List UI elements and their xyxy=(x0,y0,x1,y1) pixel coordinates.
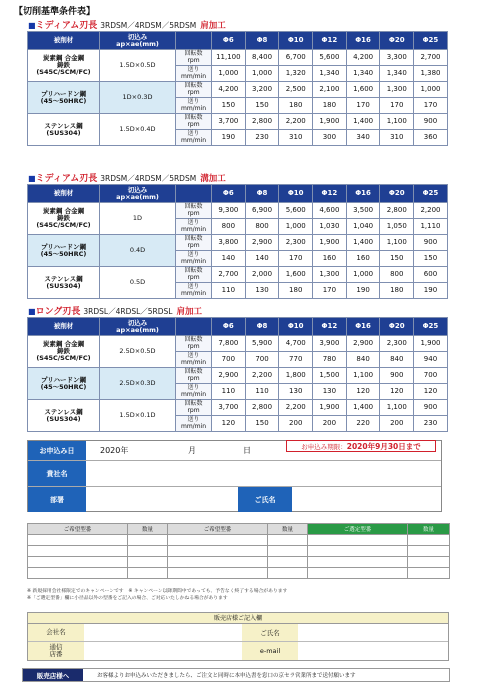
cut-depth-cell: 2.5D×0.5D xyxy=(100,336,176,368)
feed-value: 200 xyxy=(279,416,313,432)
material-cell: プリハードン鋼 (45～50HRC) xyxy=(28,82,100,114)
square-icon: ■ xyxy=(28,307,36,316)
rpm-value: 1,100 xyxy=(346,368,380,384)
rpm-value: 2,200 xyxy=(245,368,279,384)
feed-label: 送り mm/min xyxy=(176,130,212,146)
rpm-label: 回転数 rpm xyxy=(176,235,212,251)
material-header: 被削材 xyxy=(28,318,100,336)
feed-value: 160 xyxy=(346,251,380,267)
feed-value: 800 xyxy=(212,219,246,235)
feed-value: 190 xyxy=(212,130,246,146)
feed-value: 700 xyxy=(245,352,279,368)
rpm-value: 6,700 xyxy=(279,50,313,66)
feed-value: 1,340 xyxy=(380,66,414,82)
deadline-prefix: お申込み期限： xyxy=(301,442,347,451)
feed-label: 送り mm/min xyxy=(176,251,212,267)
feed-value: 180 xyxy=(380,283,414,299)
diameter-header: Φ10 xyxy=(279,185,313,203)
cut-depth-cell: 1D xyxy=(100,203,176,235)
product-cell[interactable] xyxy=(128,557,168,568)
feed-value: 180 xyxy=(279,98,313,114)
feed-value: 1,050 xyxy=(380,219,414,235)
rpm-value: 1,100 xyxy=(380,400,414,416)
material-cell: ステンレス鋼 (SUS304) xyxy=(28,114,100,146)
rpm-value: 2,500 xyxy=(279,82,313,98)
section-heading xyxy=(28,304,202,317)
feed-value: 230 xyxy=(245,130,279,146)
feed-value: 150 xyxy=(414,251,448,267)
rpm-label: 回転数 rpm xyxy=(176,368,212,384)
feed-value: 1,000 xyxy=(279,219,313,235)
rpm-value: 800 xyxy=(380,267,414,283)
feed-value: 1,380 xyxy=(414,66,448,82)
rpm-value: 2,800 xyxy=(245,400,279,416)
product-cell[interactable] xyxy=(308,546,408,557)
feed-value: 130 xyxy=(245,283,279,299)
rpm-value: 4,200 xyxy=(346,50,380,66)
range-name: ミディアム刃長 xyxy=(35,174,98,184)
rpm-value: 600 xyxy=(414,267,448,283)
shop-code-label: 通信 店番 xyxy=(28,642,84,660)
rpm-value: 2,200 xyxy=(279,114,313,130)
shop-email-label: e-mail xyxy=(242,642,298,660)
dept-label: 部署 xyxy=(28,487,86,512)
col-qty-2: 数量 xyxy=(268,524,308,535)
rpm-value: 2,800 xyxy=(380,203,414,219)
product-cell[interactable] xyxy=(408,568,450,579)
blank-header xyxy=(176,318,212,336)
feed-value: 200 xyxy=(380,416,414,432)
product-cell[interactable] xyxy=(268,557,308,568)
rpm-label: 回転数 rpm xyxy=(176,114,212,130)
page-title: 【切削基準条件表】 xyxy=(14,7,96,17)
diameter-header: Φ8 xyxy=(245,185,279,203)
day-text: 日 xyxy=(243,446,251,455)
shop-form xyxy=(27,612,449,661)
feed-value: 840 xyxy=(380,352,414,368)
feed-label: 送り mm/min xyxy=(176,352,212,368)
feed-value: 770 xyxy=(279,352,313,368)
product-cell[interactable] xyxy=(308,535,408,546)
product-cell[interactable] xyxy=(408,546,450,557)
feed-value: 120 xyxy=(380,384,414,400)
feed-value: 110 xyxy=(245,384,279,400)
diameter-header: Φ8 xyxy=(245,32,279,50)
diameter-header: Φ20 xyxy=(380,32,414,50)
square-icon: ■ xyxy=(28,174,36,183)
rpm-value: 2,900 xyxy=(346,336,380,352)
feed-value: 170 xyxy=(346,98,380,114)
feed-value: 170 xyxy=(380,98,414,114)
material-cell: プリハードン鋼 (45～50HRC) xyxy=(28,368,100,400)
deadline-date: 2020年9月30日まで xyxy=(346,441,421,451)
name-label: ご氏名 xyxy=(238,487,292,512)
section-heading xyxy=(28,18,226,31)
company-label: 貴社名 xyxy=(28,461,86,486)
cut-depth-header: 切込み ap×ae(mm) xyxy=(100,185,176,203)
product-cell[interactable] xyxy=(128,568,168,579)
feed-value: 300 xyxy=(313,130,347,146)
model-list: 3RDSL／4RDSL／5RDSL xyxy=(83,307,173,316)
feed-value: 130 xyxy=(313,384,347,400)
rpm-label: 回転数 rpm xyxy=(176,203,212,219)
cut-depth-cell: 1.5D×0.4D xyxy=(100,114,176,146)
rpm-value: 1,900 xyxy=(313,235,347,251)
rpm-value: 1,600 xyxy=(346,82,380,98)
diameter-header: Φ6 xyxy=(212,318,246,336)
cut-depth-header: 切込み ap×ae(mm) xyxy=(100,318,176,336)
feed-value: 140 xyxy=(212,251,246,267)
rpm-value: 3,900 xyxy=(313,336,347,352)
operation-name: 肩加工 xyxy=(200,21,226,31)
rpm-value: 2,900 xyxy=(212,368,246,384)
rpm-value: 1,000 xyxy=(414,82,448,98)
product-cell[interactable] xyxy=(408,557,450,568)
operation-name: 肩加工 xyxy=(176,307,202,317)
material-cell: ステンレス鋼 (SUS304) xyxy=(28,267,100,299)
feed-value: 190 xyxy=(346,283,380,299)
deadline-box xyxy=(286,440,436,452)
rpm-value: 1,300 xyxy=(380,82,414,98)
feed-value: 150 xyxy=(212,98,246,114)
rpm-value: 1,000 xyxy=(346,267,380,283)
feed-value: 1,340 xyxy=(313,66,347,82)
month-text: 月 xyxy=(188,446,196,455)
product-cell[interactable] xyxy=(408,535,450,546)
feed-value: 840 xyxy=(346,352,380,368)
feed-value: 1,040 xyxy=(346,219,380,235)
rpm-value: 2,700 xyxy=(414,50,448,66)
cut-depth-cell: 1.5D×0.1D xyxy=(100,400,176,432)
product-row[interactable] xyxy=(28,546,450,557)
diameter-header: Φ10 xyxy=(279,318,313,336)
col-wish-model-2: ご希望型番 xyxy=(168,524,268,535)
feed-value: 150 xyxy=(245,416,279,432)
diameter-header: Φ16 xyxy=(346,318,380,336)
cutting-table xyxy=(27,31,448,146)
rpm-value: 8,400 xyxy=(245,50,279,66)
feed-value: 200 xyxy=(313,416,347,432)
feed-value: 180 xyxy=(313,98,347,114)
rpm-value: 2,300 xyxy=(279,235,313,251)
feed-value: 150 xyxy=(380,251,414,267)
year-text: 2020年 xyxy=(100,446,129,455)
product-cell[interactable] xyxy=(28,557,128,568)
rpm-value: 2,900 xyxy=(245,235,279,251)
rpm-value: 900 xyxy=(414,235,448,251)
feed-value: 310 xyxy=(380,130,414,146)
diameter-header: Φ25 xyxy=(414,32,448,50)
feed-value: 170 xyxy=(414,98,448,114)
feed-label: 送り mm/min xyxy=(176,219,212,235)
cut-depth-cell: 2.5D×0.3D xyxy=(100,368,176,400)
blank-header xyxy=(176,185,212,203)
rpm-value: 4,700 xyxy=(279,336,313,352)
rpm-value: 3,500 xyxy=(346,203,380,219)
feed-value: 110 xyxy=(212,283,246,299)
rpm-value: 4,200 xyxy=(212,82,246,98)
product-cell[interactable] xyxy=(128,546,168,557)
diameter-header: Φ20 xyxy=(380,318,414,336)
rpm-value: 5,600 xyxy=(313,50,347,66)
feed-value: 190 xyxy=(414,283,448,299)
product-cell[interactable] xyxy=(268,546,308,557)
square-icon: ■ xyxy=(28,21,36,30)
product-cell[interactable] xyxy=(268,568,308,579)
shop-company-row[interactable] xyxy=(28,624,448,642)
rpm-value: 2,800 xyxy=(245,114,279,130)
dept-row[interactable] xyxy=(28,487,441,512)
range-name: ロング刃長 xyxy=(35,307,81,317)
diameter-header: Φ10 xyxy=(279,32,313,50)
feed-value: 1,110 xyxy=(414,219,448,235)
diameter-header: Φ8 xyxy=(245,318,279,336)
col-selected-model: ご選定型番 xyxy=(308,524,408,535)
feed-value: 120 xyxy=(212,416,246,432)
blank-header xyxy=(176,32,212,50)
diameter-header: Φ16 xyxy=(346,32,380,50)
company-row[interactable] xyxy=(28,461,441,487)
rpm-label: 回転数 rpm xyxy=(176,82,212,98)
feed-label: 送り mm/min xyxy=(176,384,212,400)
cut-depth-cell: 0.4D xyxy=(100,235,176,267)
rpm-value: 7,800 xyxy=(212,336,246,352)
rpm-value: 2,300 xyxy=(380,336,414,352)
rpm-label: 回転数 rpm xyxy=(176,336,212,352)
feed-value: 1,030 xyxy=(313,219,347,235)
rpm-value: 3,700 xyxy=(212,114,246,130)
rpm-value: 1,900 xyxy=(313,114,347,130)
feed-value: 120 xyxy=(346,384,380,400)
material-cell: 炭素鋼 合金鋼 鋳鉄 (S45C/SCM/FC) xyxy=(28,203,100,235)
product-cell[interactable] xyxy=(28,568,128,579)
shop-title: 販売店様ご記入欄 xyxy=(28,613,448,624)
feed-value: 1,320 xyxy=(279,66,313,82)
rpm-label: 回転数 rpm xyxy=(176,50,212,66)
feed-value: 160 xyxy=(313,251,347,267)
feed-value: 180 xyxy=(279,283,313,299)
product-row[interactable] xyxy=(28,535,450,546)
rpm-value: 3,300 xyxy=(380,50,414,66)
rpm-value: 3,700 xyxy=(212,400,246,416)
shop-code-row[interactable] xyxy=(28,642,448,660)
feed-value: 700 xyxy=(212,352,246,368)
shop-name-label: ご氏名 xyxy=(242,624,298,641)
rpm-value: 700 xyxy=(414,368,448,384)
feed-value: 800 xyxy=(245,219,279,235)
material-header: 被削材 xyxy=(28,32,100,50)
product-row[interactable] xyxy=(28,557,450,568)
model-list: 3RDSM／4RDSM／5RDSM xyxy=(100,174,197,183)
rpm-value: 11,100 xyxy=(212,50,246,66)
rpm-value: 1,300 xyxy=(313,267,347,283)
diameter-header: Φ12 xyxy=(313,185,347,203)
rpm-value: 3,800 xyxy=(212,235,246,251)
feed-label: 送り mm/min xyxy=(176,283,212,299)
feed-value: 110 xyxy=(212,384,246,400)
material-cell: 炭素鋼 合金鋼 鋳鉄 (S45C/SCM/FC) xyxy=(28,336,100,368)
range-name: ミディアム刃長 xyxy=(35,21,98,31)
feed-value: 130 xyxy=(279,384,313,400)
model-list: 3RDSM／4RDSM／5RDSM xyxy=(100,21,197,30)
diameter-header: Φ6 xyxy=(212,185,246,203)
feed-value: 230 xyxy=(414,416,448,432)
col-qty-3: 数量 xyxy=(408,524,450,535)
rpm-value: 9,300 xyxy=(212,203,246,219)
product-cell[interactable] xyxy=(28,546,128,557)
date-label: お申込み日 xyxy=(28,441,86,460)
rpm-value: 2,000 xyxy=(245,267,279,283)
feed-value: 170 xyxy=(313,283,347,299)
rpm-value: 1,100 xyxy=(380,235,414,251)
feed-value: 170 xyxy=(279,251,313,267)
product-cell[interactable] xyxy=(308,557,408,568)
footer-label: 販売店様へ xyxy=(23,669,83,681)
rpm-value: 2,100 xyxy=(313,82,347,98)
rpm-value: 5,900 xyxy=(245,336,279,352)
cut-depth-cell: 1D×0.3D xyxy=(100,82,176,114)
material-cell: プリハードン鋼 (45～50HRC) xyxy=(28,235,100,267)
rpm-value: 900 xyxy=(414,400,448,416)
product-cell[interactable] xyxy=(168,535,268,546)
feed-value: 360 xyxy=(414,130,448,146)
material-cell: ステンレス鋼 (SUS304) xyxy=(28,400,100,432)
rpm-value: 1,600 xyxy=(279,267,313,283)
product-cell[interactable] xyxy=(168,557,268,568)
rpm-label: 回転数 rpm xyxy=(176,267,212,283)
rpm-value: 1,400 xyxy=(346,400,380,416)
feed-value: 780 xyxy=(313,352,347,368)
col-qty-1: 数量 xyxy=(128,524,168,535)
shop-company-label: 会社名 xyxy=(28,624,84,641)
section-heading xyxy=(28,171,226,184)
feed-value: 1,000 xyxy=(245,66,279,82)
diameter-header: Φ12 xyxy=(313,318,347,336)
rpm-value: 1,500 xyxy=(313,368,347,384)
feed-value: 340 xyxy=(346,130,380,146)
cutting-table xyxy=(27,317,448,432)
operation-name: 溝加工 xyxy=(200,174,226,184)
footer-bar xyxy=(22,668,450,682)
note-2: ※「ご選定型番」欄に小径品以外の型番をご記入の場合、ご対応いたしかねる場合があります xyxy=(27,596,228,601)
rpm-value: 1,900 xyxy=(414,336,448,352)
feed-label: 送り mm/min xyxy=(176,66,212,82)
cut-depth-cell: 1.5D×0.5D xyxy=(100,50,176,82)
col-wish-model-1: ご希望型番 xyxy=(28,524,128,535)
material-cell: 炭素鋼 合金鋼 鋳鉄 (S45C/SCM/FC) xyxy=(28,50,100,82)
diameter-header: Φ16 xyxy=(346,185,380,203)
material-header: 被削材 xyxy=(28,185,100,203)
rpm-value: 1,800 xyxy=(279,368,313,384)
rpm-value: 900 xyxy=(380,368,414,384)
feed-value: 310 xyxy=(279,130,313,146)
cut-depth-cell: 0.5D xyxy=(100,267,176,299)
feed-label: 送り mm/min xyxy=(176,98,212,114)
feed-value: 220 xyxy=(346,416,380,432)
diameter-header: Φ20 xyxy=(380,185,414,203)
rpm-value: 2,200 xyxy=(414,203,448,219)
rpm-value: 4,600 xyxy=(313,203,347,219)
diameter-header: Φ25 xyxy=(414,318,448,336)
product-table xyxy=(27,523,450,579)
feed-value: 1,340 xyxy=(346,66,380,82)
rpm-value: 5,600 xyxy=(279,203,313,219)
rpm-value: 1,400 xyxy=(346,235,380,251)
rpm-label: 回転数 rpm xyxy=(176,400,212,416)
product-cell[interactable] xyxy=(28,535,128,546)
product-cell[interactable] xyxy=(308,568,408,579)
feed-value: 140 xyxy=(245,251,279,267)
feed-value: 150 xyxy=(245,98,279,114)
rpm-value: 3,200 xyxy=(245,82,279,98)
rpm-value: 2,700 xyxy=(212,267,246,283)
cutting-table xyxy=(27,184,448,299)
cut-depth-header: 切込み ap×ae(mm) xyxy=(100,32,176,50)
rpm-value: 1,100 xyxy=(380,114,414,130)
product-cell[interactable] xyxy=(268,535,308,546)
rpm-value: 1,900 xyxy=(313,400,347,416)
feed-value: 120 xyxy=(414,384,448,400)
rpm-value: 2,200 xyxy=(279,400,313,416)
product-row[interactable] xyxy=(28,568,450,579)
diameter-header: Φ12 xyxy=(313,32,347,50)
note-1: ※ 新規採用会社様限定でのキャンペーンです ※ キャンペーン以降期間中であっても、予告なく終了する場合があります xyxy=(27,589,288,594)
rpm-value: 900 xyxy=(414,114,448,130)
product-cell[interactable] xyxy=(168,546,268,557)
rpm-value: 6,900 xyxy=(245,203,279,219)
feed-value: 1,000 xyxy=(212,66,246,82)
product-cell[interactable] xyxy=(168,568,268,579)
diameter-header: Φ25 xyxy=(414,185,448,203)
feed-label: 送り mm/min xyxy=(176,416,212,432)
product-cell[interactable] xyxy=(128,535,168,546)
diameter-header: Φ6 xyxy=(212,32,246,50)
feed-value: 940 xyxy=(414,352,448,368)
rpm-value: 1,400 xyxy=(346,114,380,130)
footer-text: お客様よりお申込みいただきましたら、ご注文と同時に本申込書を窓口の京セラ営業所まで送付願います xyxy=(97,673,356,679)
